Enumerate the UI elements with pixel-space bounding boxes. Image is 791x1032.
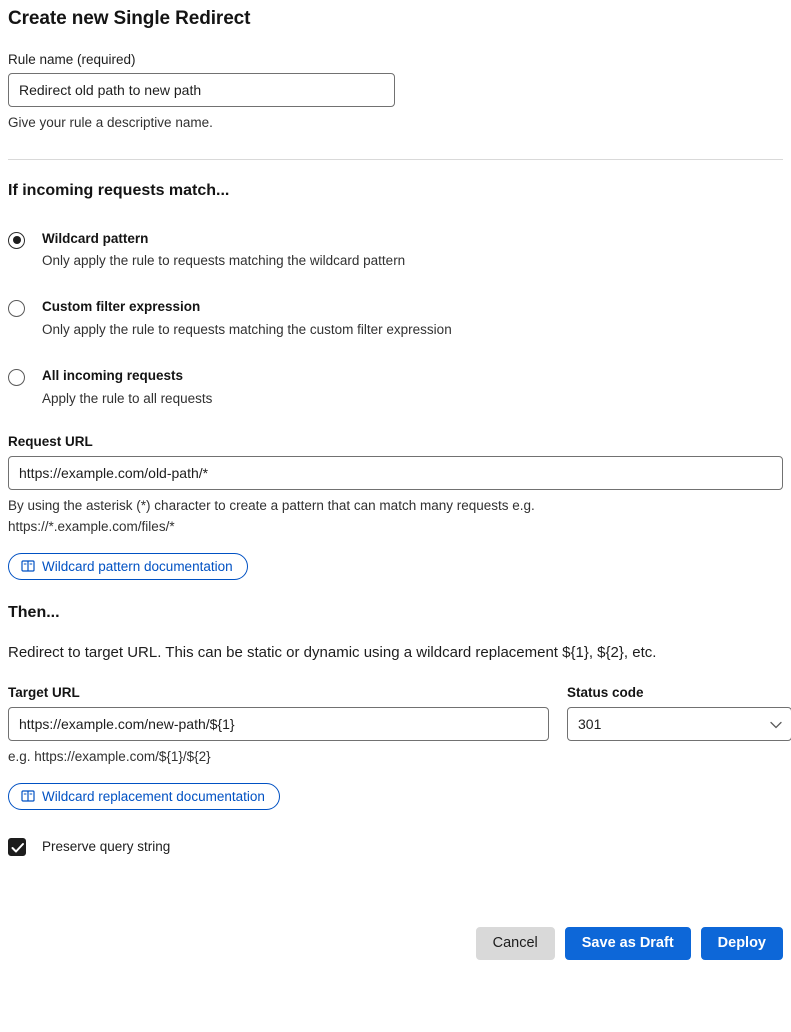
radio-desc-custom-filter-expression: Only apply the rule to requests matching the custom filter expression [42,321,452,337]
then-section-heading: Then... [8,603,60,621]
book-icon [21,559,35,573]
save-as-draft-button[interactable]: Save as Draft [565,927,691,960]
radio-button-all-incoming-requests[interactable] [8,369,25,386]
preserve-query-string-checkbox[interactable] [8,838,26,856]
preserve-query-string-label: Preserve query string [42,839,171,855]
radio-option-wildcard-pattern[interactable] [8,230,783,271]
rule-name-label: Rule name (required) [8,52,136,67]
status-code-value: 301 [578,715,602,732]
target-and-status-row [8,685,783,767]
wildcard-replacement-documentation-label: Wildcard replacement documentation [42,788,265,804]
book-icon [21,789,35,803]
wildcard-pattern-documentation-label: Wildcard pattern documentation [42,558,233,574]
rule-name-helper: Give your rule a descriptive name. [8,115,213,130]
request-url-input[interactable] [8,456,783,490]
radio-label-custom-filter-expression: Custom filter expression [42,299,201,315]
radio-desc-wildcard-pattern: Only apply the rule to requests matching the wildcard pattern [42,253,406,269]
request-url-helper-line-2: https://*.example.com/files/* [8,519,175,535]
then-section-description: Redirect to target URL. This can be static or dynamic using a wildcard replacement ${1}, ${2}, etc. [8,643,657,661]
rule-name-input[interactable] [8,73,395,107]
cancel-button[interactable]: Cancel [476,927,555,960]
radio-option-custom-filter-expression[interactable] [8,298,783,339]
radio-option-all-incoming-requests[interactable] [8,367,783,408]
radio-button-custom-filter-expression[interactable] [8,300,25,317]
request-url-helper-line-1: By using the asterisk (*) character to create a pattern that can match many requests e.g. [8,497,535,513]
wildcard-replacement-documentation-link[interactable] [8,783,280,810]
radio-button-wildcard-pattern[interactable] [8,232,25,249]
form-actions [476,927,783,960]
status-code-label: Status code [567,684,644,700]
radio-label-wildcard-pattern: Wildcard pattern [42,230,149,246]
status-code-select[interactable] [567,707,791,741]
section-divider [8,159,783,160]
radio-label-all-incoming-requests: All incoming requests [42,368,184,384]
target-url-helper: e.g. https://example.com/${1}/${2} [8,748,211,764]
radio-desc-all-incoming-requests: Apply the rule to all requests [42,390,213,406]
request-url-label: Request URL [8,433,93,449]
page-title: Create new Single Redirect [8,8,251,29]
match-section-heading: If incoming requests match... [8,181,230,199]
deploy-button[interactable]: Deploy [701,927,783,960]
wildcard-pattern-documentation-link[interactable] [8,553,248,580]
preserve-query-string-row[interactable] [8,838,783,856]
target-url-input[interactable] [8,707,549,741]
match-options-group [8,230,783,408]
target-url-label: Target URL [8,684,80,700]
